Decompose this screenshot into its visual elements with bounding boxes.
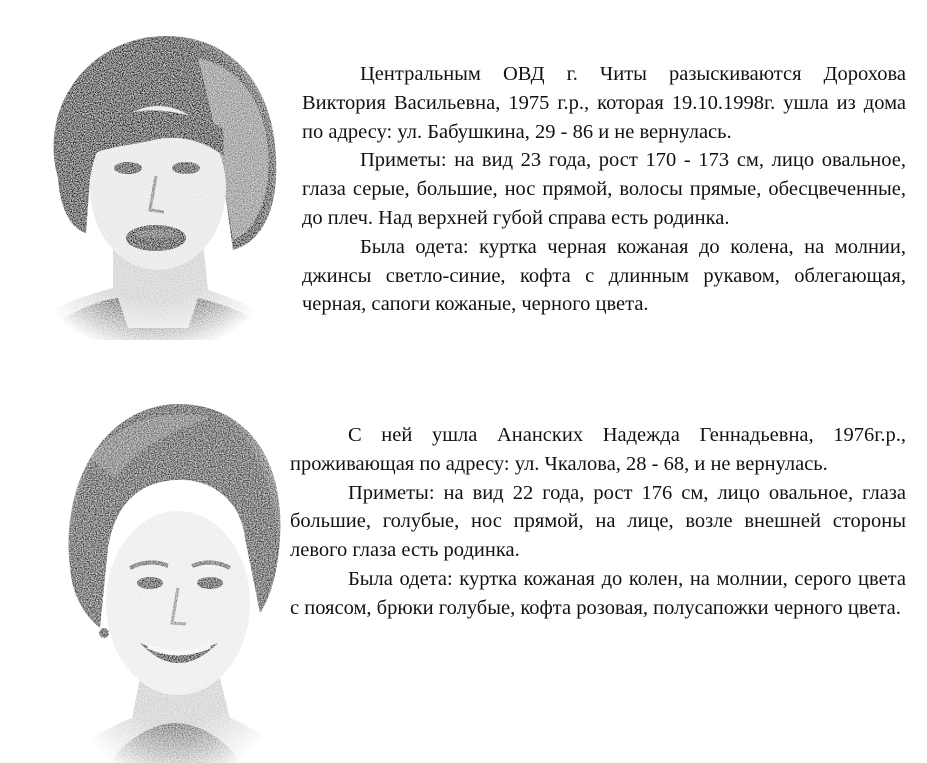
notice-2-clothing: Была одета: куртка кожаная до колен, на молнии, серого цвета с поясом, брюки голубые, кофта розовая, полусапожки черного цвета. bbox=[290, 567, 906, 619]
notice-1-clothing: Была одета: куртка черная кожаная до колена, на молнии, джинсы светло-синие, кофта с длинным рукавом, облегающая, черная, сапоги кожаные, черного цвета. bbox=[302, 235, 906, 316]
notice-1 bbox=[302, 60, 906, 319]
notice-2-features: Приметы: на вид 22 года, рост 176 см, лицо овальное, глаза большие, голубые, нос прямой, на лице, возле внешней стороны левого глаза есть родинка. bbox=[290, 481, 906, 562]
notice-1-features: Приметы: на вид 23 года, рост 170 - 173 см, лицо овальное, глаза серые, большие, нос прямой, волосы прямые, обесцвеченные, до плеч. Над верхней губой справа есть родинка. bbox=[302, 149, 906, 229]
notice-1-intro: Центральным ОВД г. Читы разыскиваются Дорохова Виктория Васильевна, 1975 г.р., которая 19.10.1998г. ушла из дома по адресу: ул. Бабушкина, 29 - 86 и не вернулась. bbox=[302, 63, 906, 143]
notice-2-intro: С ней ушла Ананских Надежда Геннадьевна, 1976г.р., проживающая по адресу: ул. Чкалова, 28 - 68, и не вернулась. bbox=[290, 424, 906, 475]
missing-person-photo-1 bbox=[18, 28, 290, 340]
missing-person-photo-2 bbox=[60, 398, 290, 763]
notice-2 bbox=[290, 421, 906, 623]
